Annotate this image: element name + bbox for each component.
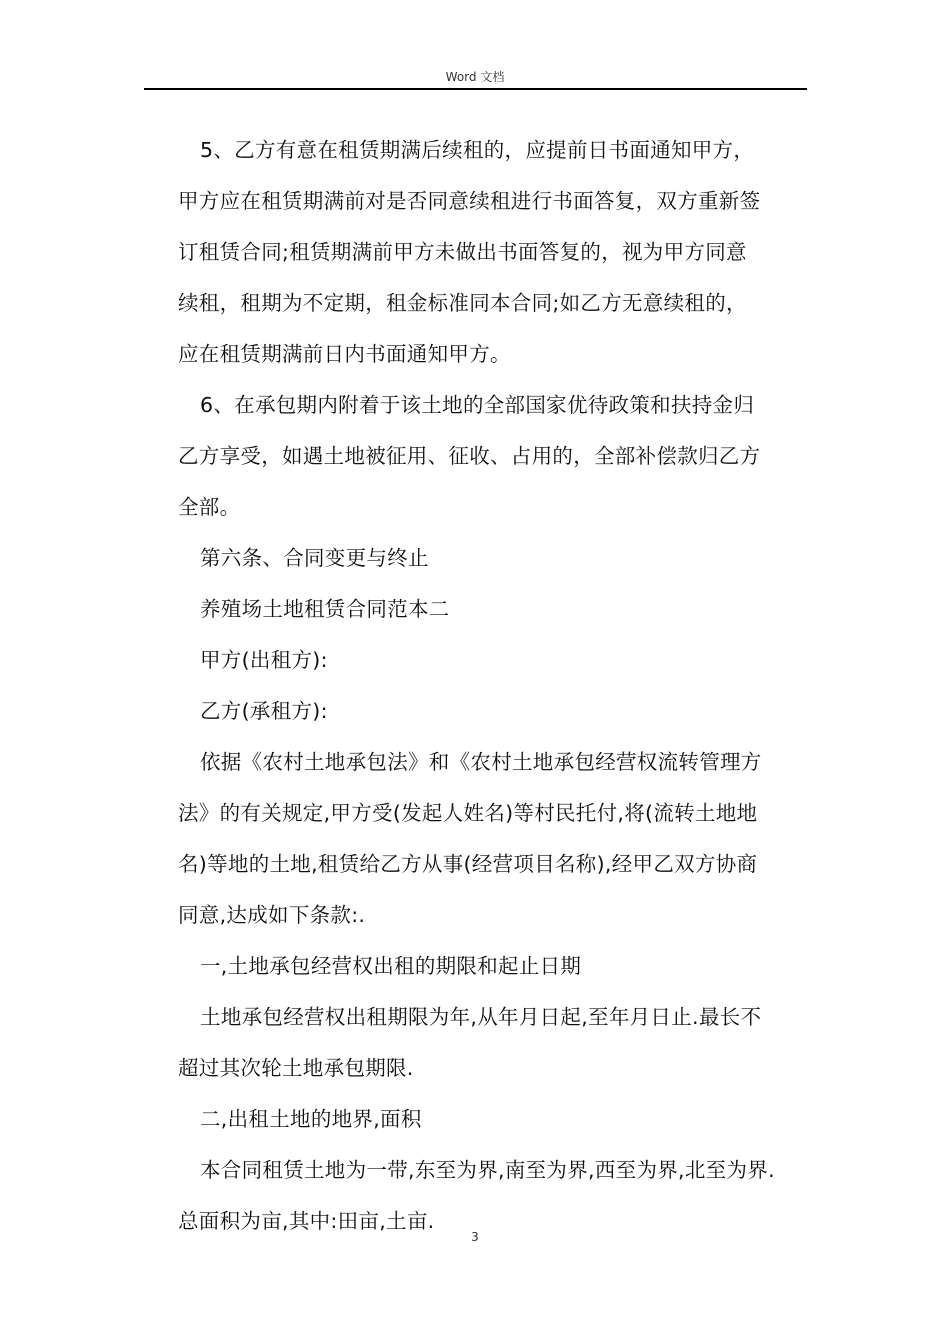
section-heading: 一,土地承包经营权出租的期限和起止日期 bbox=[200, 954, 582, 978]
paragraph-line: 超过其次轮土地承包期限. bbox=[178, 1056, 414, 1080]
section-heading: 二,出租土地的地界,面积 bbox=[200, 1107, 422, 1131]
party-b-line: 乙方(承租方): bbox=[200, 699, 328, 723]
paragraph-line: 同意,达成如下条款:. bbox=[178, 903, 366, 927]
paragraph-line: 土地承包经营权出租期限为年,从年月日起,至年月日止.最长不 bbox=[200, 1005, 762, 1029]
paragraph-line: 依据《农村土地承包法》和《农村土地承包经营权流转管理方 bbox=[200, 750, 762, 774]
paragraph-line: 本合同租赁土地为一带,东至为界,南至为界,西至为界,北至为界. bbox=[200, 1158, 775, 1182]
header-divider bbox=[144, 88, 807, 90]
document-body bbox=[178, 125, 810, 1247]
paragraph-line: 应在租赁期满前日内书面通知甲方。 bbox=[178, 342, 511, 366]
document-subtitle: 养殖场土地租赁合同范本二 bbox=[200, 597, 450, 621]
paragraph-line: 订租赁合同;租赁期满前甲方未做出书面答复的，视为甲方同意 bbox=[178, 240, 747, 264]
party-a-line: 甲方(出租方): bbox=[200, 648, 328, 672]
paragraph-line: 总面积为亩,其中:田亩,土亩. bbox=[178, 1209, 435, 1233]
paragraph-line: 名)等地的土地,租赁给乙方从事(经营项目名称),经甲乙双方协商 bbox=[178, 852, 758, 876]
paragraph-line: 6、在承包期内附着于该土地的全部国家优待政策和扶持金归 bbox=[200, 393, 755, 417]
paragraph-line: 全部。 bbox=[178, 495, 241, 519]
paragraph-line: 法》的有关规定,甲方受(发起人姓名)等村民托付,将(流转土地地 bbox=[178, 801, 758, 825]
section-heading: 第六条、合同变更与终止 bbox=[200, 546, 429, 570]
page-number: 3 bbox=[471, 1230, 479, 1244]
paragraph-line: 乙方享受，如遇土地被征用、征收、占用的，全部补偿款归乙方 bbox=[178, 444, 761, 468]
paragraph-line: 甲方应在租赁期满前对是否同意续租进行书面答复，双方重新签 bbox=[178, 189, 761, 213]
paragraph-line: 续租，租期为不定期，租金标准同本合同;如乙方无意续租的， bbox=[178, 291, 747, 315]
page-header: Word 文档 bbox=[445, 70, 505, 84]
paragraph-line: 5、乙方有意在租赁期满后续租的，应提前日书面通知甲方， bbox=[200, 138, 755, 162]
